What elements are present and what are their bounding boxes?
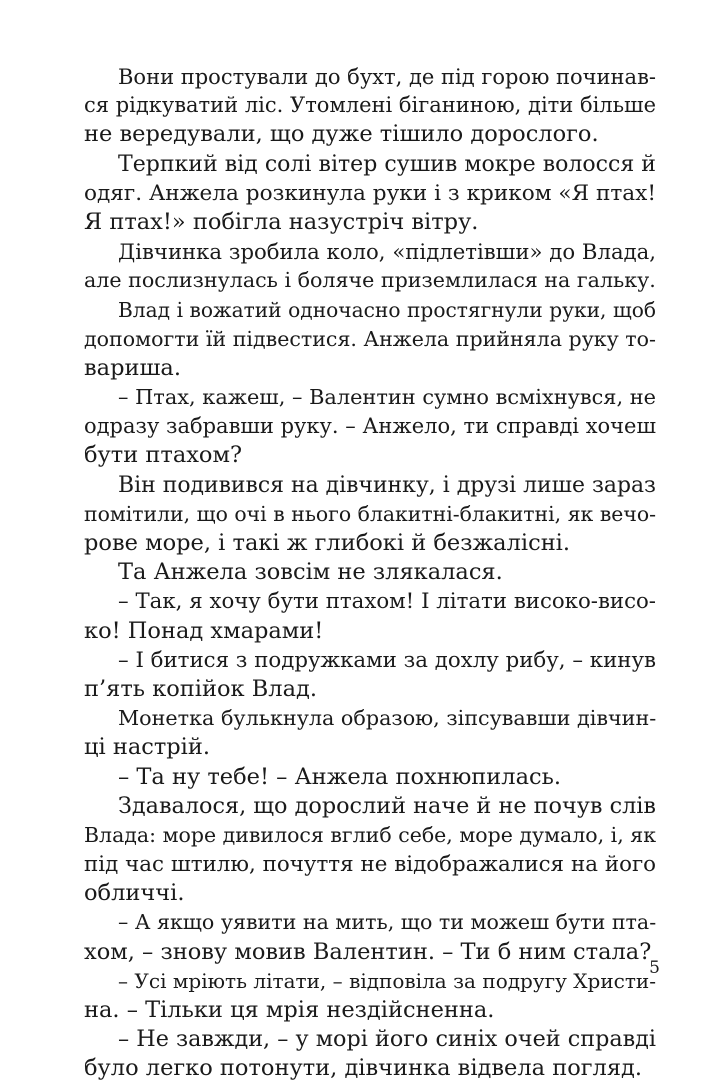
paragraph bbox=[84, 587, 656, 645]
text-line: на. – Тільки ця мрія нездійсненна. bbox=[84, 997, 495, 1023]
paragraph bbox=[84, 383, 656, 471]
text-line: – Та ну тебе! – Анжела похнюпилась. bbox=[118, 763, 562, 790]
text-line: під час штилю, почуття не відображалися на його bbox=[84, 852, 656, 878]
paragraph bbox=[84, 296, 656, 384]
paragraph bbox=[84, 150, 656, 238]
paragraph bbox=[84, 908, 656, 966]
paragraph bbox=[84, 646, 656, 704]
text-line: було легко потонути, дівчинка відвела погляд. bbox=[84, 1055, 643, 1082]
text-line: Дівчинка зробила коло, «підлетівши» до Влада, bbox=[118, 239, 656, 265]
text-line: – Усі мріють літати, – відповіла за подругу Христи- bbox=[118, 968, 656, 993]
paragraph bbox=[84, 704, 656, 762]
text-line: ці настрій. bbox=[84, 734, 211, 761]
text-line: не вередували, що дуже тішило дорослого. bbox=[84, 121, 599, 148]
text-line: вариша. bbox=[84, 354, 181, 381]
text-line: одразу забравши руку. – Анжело, ти справді хочеш bbox=[84, 414, 656, 439]
text-line: ся рідкуватий ліс. Утомлені біганиною, діти більше bbox=[84, 93, 656, 118]
text-line: Влад і вожатий одночасно простягнули руки, щоб bbox=[118, 297, 656, 322]
paragraph bbox=[84, 1025, 656, 1083]
text-line: рове море, і такі ж глибокі й безжалісні. bbox=[84, 530, 571, 556]
paragraph bbox=[84, 792, 656, 909]
paragraph bbox=[84, 558, 656, 587]
text-line: Та Анжела зовсім не злякалася. bbox=[118, 559, 503, 586]
paragraph bbox=[84, 62, 656, 150]
text-line: Монетка булькнула образою, зіпсувавши дівчин- bbox=[118, 706, 657, 731]
text-line: – І битися з подружками за дохлу рибу, – кинув bbox=[118, 647, 656, 673]
text-line: – Птах, кажеш, – Валентин сумно всміхнувся, не bbox=[118, 385, 656, 410]
paragraph bbox=[84, 763, 656, 792]
text-line: Влада: море дивилося вглиб себе, море думало, і, як bbox=[84, 822, 656, 847]
text-line: Здавалося, що дорослий наче й не почув слів bbox=[118, 792, 656, 819]
text-line: Вони простували до бухт, де під горою починав- bbox=[118, 64, 656, 89]
text-line: помітили, що очі в нього блакитні-блакитні, як вечо- bbox=[84, 501, 656, 526]
paragraph bbox=[84, 471, 656, 559]
text-line: Я птах!» побігла назустріч вітру. bbox=[84, 208, 479, 235]
text-line: – Не завжди, – у морі його синіх очей справді bbox=[118, 1026, 656, 1053]
page-number: 5 bbox=[649, 958, 660, 978]
text-line: Він подивився на дівчинку, і друзі лише зараз bbox=[118, 472, 656, 498]
body-text bbox=[84, 62, 656, 1084]
text-line: Терпкий від солі вітер сушив мокре волосся й bbox=[118, 151, 656, 177]
text-line: – А якщо уявити на мить, що ти можеш бути пта- bbox=[118, 910, 657, 935]
text-line: обличчі. bbox=[84, 880, 185, 907]
text-line: одяг. Анжела розкинула руки і з криком «Я птах! bbox=[84, 180, 656, 206]
text-line: бути птахом? bbox=[84, 442, 243, 469]
text-line: – Так, я хочу бути птахом! І літати високо-висо- bbox=[118, 589, 656, 615]
text-line: хом, – знову мовив Валентин. – Ти б ним стала? bbox=[84, 938, 652, 965]
text-line: ко! Понад хмарами! bbox=[84, 617, 324, 644]
text-line: допомогти їй підвестися. Анжела прийняла руку то- bbox=[84, 326, 656, 351]
paragraph bbox=[84, 237, 656, 295]
text-line: п’ять копійок Влад. bbox=[84, 675, 317, 702]
paragraph bbox=[84, 967, 656, 1025]
text-line: але послизнулась і боляче приземлилася на гальку. bbox=[84, 268, 656, 293]
